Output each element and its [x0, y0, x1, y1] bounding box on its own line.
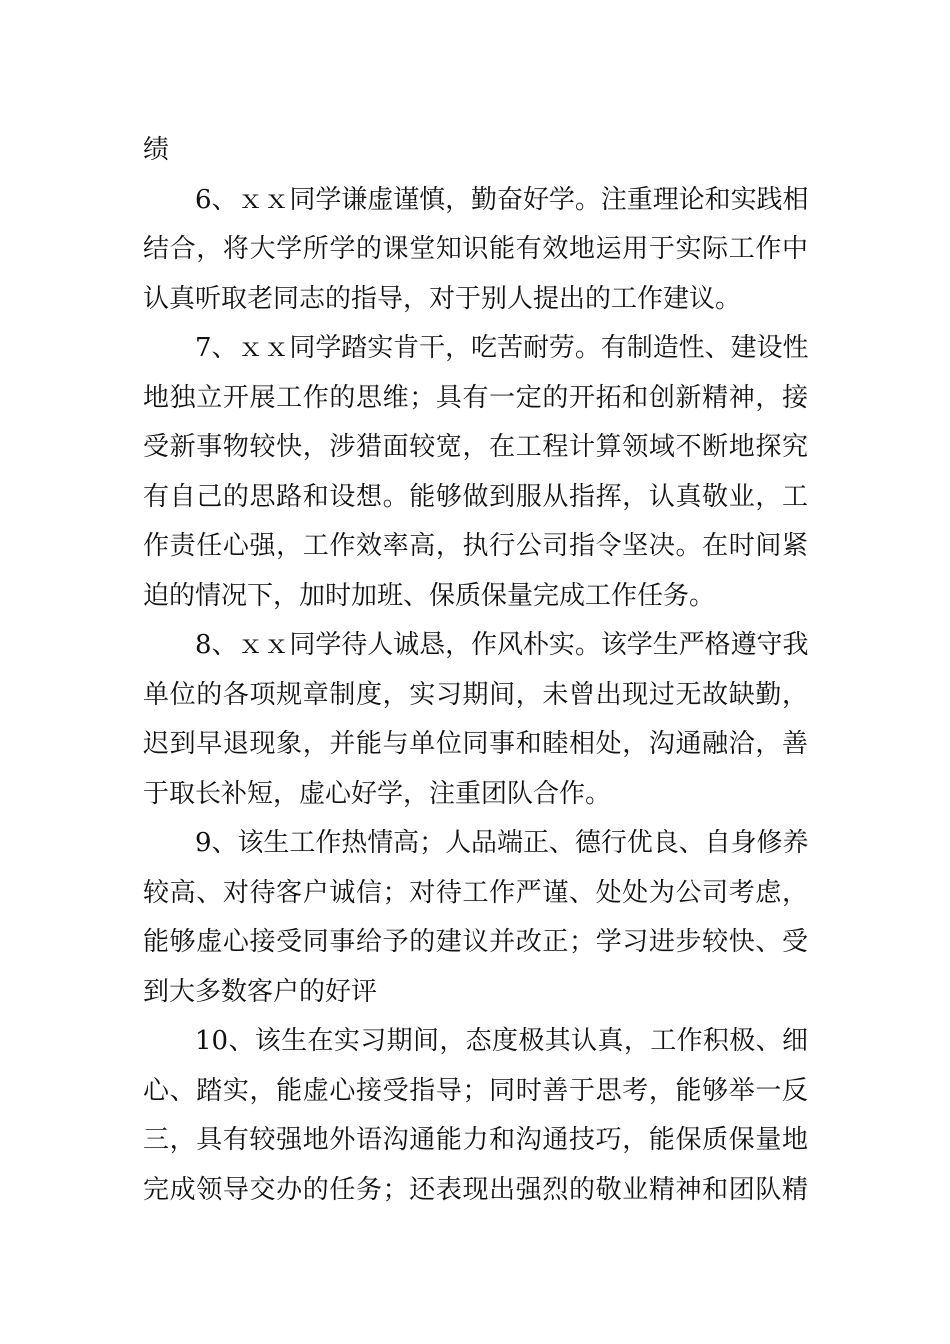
text-line: 结合，将大学所学的课堂知识能有效地运用于实际工作中 [143, 234, 808, 264]
paragraph-7-line-1: 7、ｘｘ同学踏实肯干，吃苦耐劳。有制造性、建设性 [195, 333, 808, 363]
paragraph-8-line-1: 8、ｘｘ同学待人诚恳，作风朴实。该学生严格遵守我 [195, 630, 808, 660]
text-line: 受新事物较快，涉猎面较宽，在工程计算领域不断地探究 [143, 432, 808, 462]
paragraph-6-line-1: 6、ｘｘ同学谦虚谨慎，勤奋好学。注重理论和实践相 [195, 184, 808, 215]
text-line: 单位的各项规章制度，实习期间，未曾出现过无故缺勤， [143, 679, 808, 710]
text-line: 绩 [143, 135, 170, 165]
text-line: 较高、对待客户诚信；对待工作严谨、处处为公司考虑， [143, 877, 808, 908]
text-line: 作责任心强，工作效率高，执行公司指令坚决。在时间紧 [143, 531, 808, 561]
text-line: 三，具有较强地外语沟通能力和沟通技巧，能保质保量地 [143, 1125, 808, 1155]
text-line: 于取长补短，虚心好学，注重团队合作。 [143, 778, 612, 809]
document-body [143, 126, 808, 1215]
text-line: 心、踏实，能虚心接受指导；同时善于思考，能够举一反 [143, 1075, 808, 1106]
text-line: 有自己的思路和设想。能够做到服从指挥，认真敬业，工 [143, 481, 808, 512]
paragraph-9-line-1: 9、该生工作热情高；人品端正、德行优良、自身修养 [195, 828, 808, 858]
paragraph-10-line-1: 10、该生在实习期间，态度极其认真，工作积极、细 [195, 1026, 808, 1056]
text-line: 完成领导交办的任务；还表现出强烈的敬业精神和团队精 [143, 1174, 808, 1205]
text-line: 地独立开展工作的思维；具有一定的开拓和创新精神，接 [143, 382, 808, 413]
text-line: 认真听取老同志的指导，对于别人提出的工作建议。 [143, 283, 742, 314]
text-line: 迟到早退现象，并能与单位同事和睦相处，沟通融洽，善 [143, 729, 808, 759]
text-line: 到大多数客户的好评 [143, 976, 378, 1007]
text-line: 能够虚心接受同事给予的建议并改正；学习进步较快、受 [143, 927, 808, 957]
text-line: 迫的情况下，加时加班、保质保量完成工作任务。 [143, 580, 716, 611]
